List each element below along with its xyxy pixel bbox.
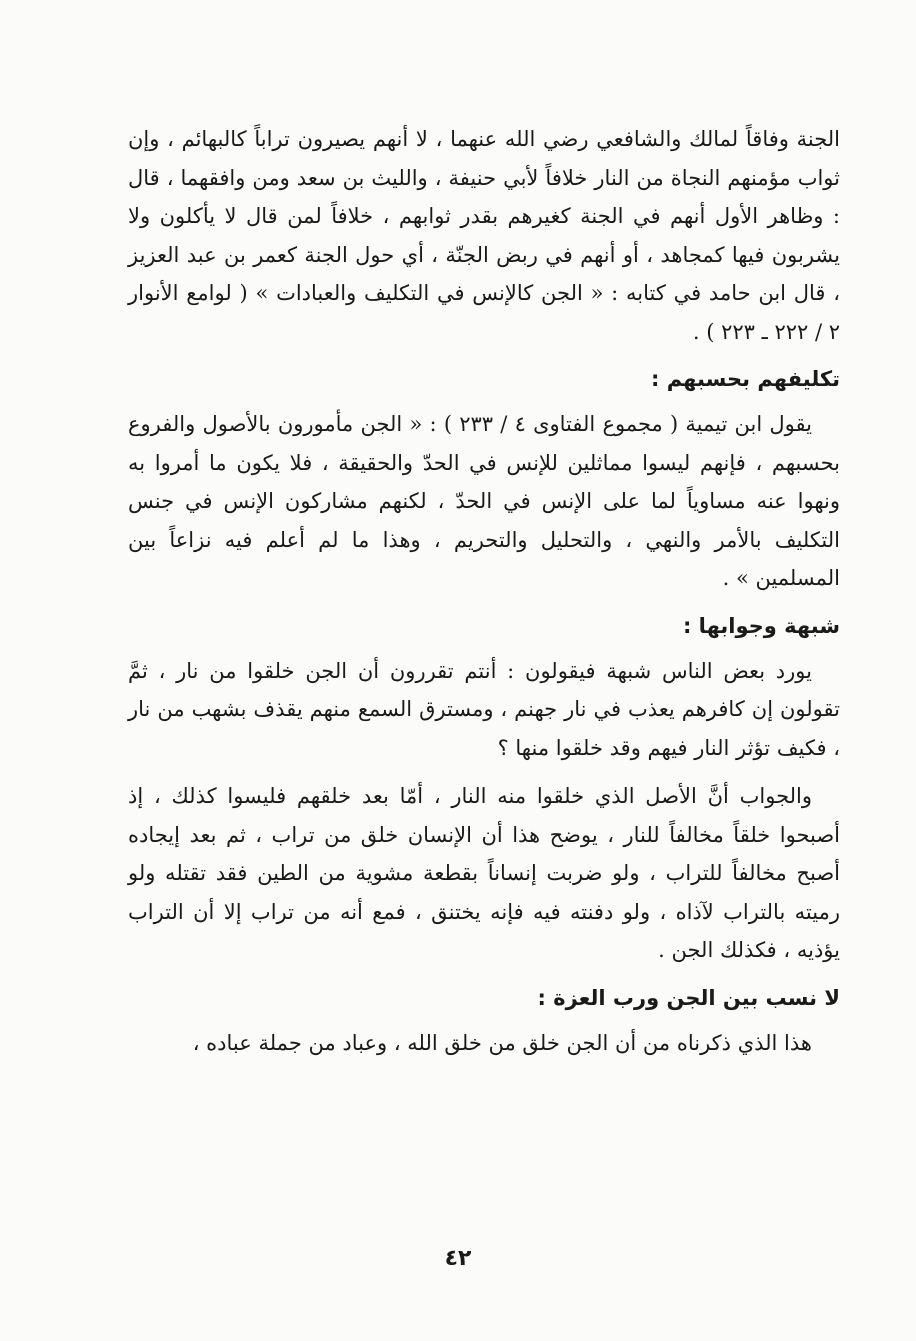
section-heading-doubt-and-answer: شبهة وجوابها : (682, 613, 840, 638)
page-body (128, 120, 840, 1062)
paragraph-continuation: الجنة وفاقاً لمالك والشافعي رضي الله عنهما ، لا أنهم يصيرون تراباً كالبهائم ، وإن ثواب مؤمنهم النجاة من النار خلافاً لأبي حنيفة ، والليث بن سعد ومن وافقهما ، قال : وظاهر الأول أنهم في الجنة كغيرهم بقدر ثوابهم ، خلافاً لمن قال لا يأكلون ولا يشربون فيها كمجاهد ، أو أنهم في ربض الجنّة ، أي حول الجنة كعمر بن عبد العزيز ، قال ابن حامد في كتابه : « الجن كالإنس في التكليف والعبادات » ( لوامع الأنوار ٢ / ٢٢٢ ـ ٢٢٣ ) . (128, 127, 840, 344)
paragraph-ibn-taymiyya-quote: يقول ابن تيمية ( مجموع الفتاوى ٤ / ٢٣٣ ) : « الجن مأمورون بالأصول والفروع بحسبهم ، فإنهم ليسوا مماثلين للإنس في الحدّ والحقيقة ، فلا يكون ما أمروا به ونهوا عنه مساوياً لما على الإنس في الحدّ ، لكنهم مشاركون الإنس في جنس التكليف بالأمر والنهي ، والتحليل والتحريم ، وهذا ما لم أعلم فيه نزاعاً بين المسلمين » . (128, 412, 840, 590)
paragraph-answer: والجواب أنَّ الأصل الذي خلقوا منه النار ، أمّا بعد خلقهم فليسوا كذلك ، إذ أصبحوا خلقاً مخالفاً للنار ، يوضح هذا أن الإنسان خلق من تراب ، ثم بعد إيجاده أصبح مخالفاً للتراب ، ولو ضربت إنساناً بقطعة مشوية من الطين فقد تقتله ولو رميته بالتراب لآذاه ، ولو دفنته فيه فإنه يختنق ، فمع أنه من تراب إلا أن التراب يؤذيه ، فكذلك الجن . (128, 784, 840, 962)
page-number: ٤٢ (444, 1246, 472, 1271)
paragraph-doubt: يورد بعض الناس شبهة فيقولون : أنتم تقررون أن الجن خلقوا من نار ، ثمَّ تقولون إن كافرهم يعذب في نار جهنم ، ومسترق السمع منهم يقذف بشهب من نار ، فكيف تؤثر النار فيهم وقد خلقوا منها ؟ (128, 658, 840, 760)
section-heading-no-lineage: لا نسب بين الجن ورب العزة : (537, 985, 840, 1010)
section-heading-obligation: تكليفهم بحسبهم : (651, 367, 840, 391)
paragraph-final: هذا الذي ذكرناه من أن الجن خلق من خلق الله ، وعباد من جملة عباده ، (192, 1030, 812, 1055)
